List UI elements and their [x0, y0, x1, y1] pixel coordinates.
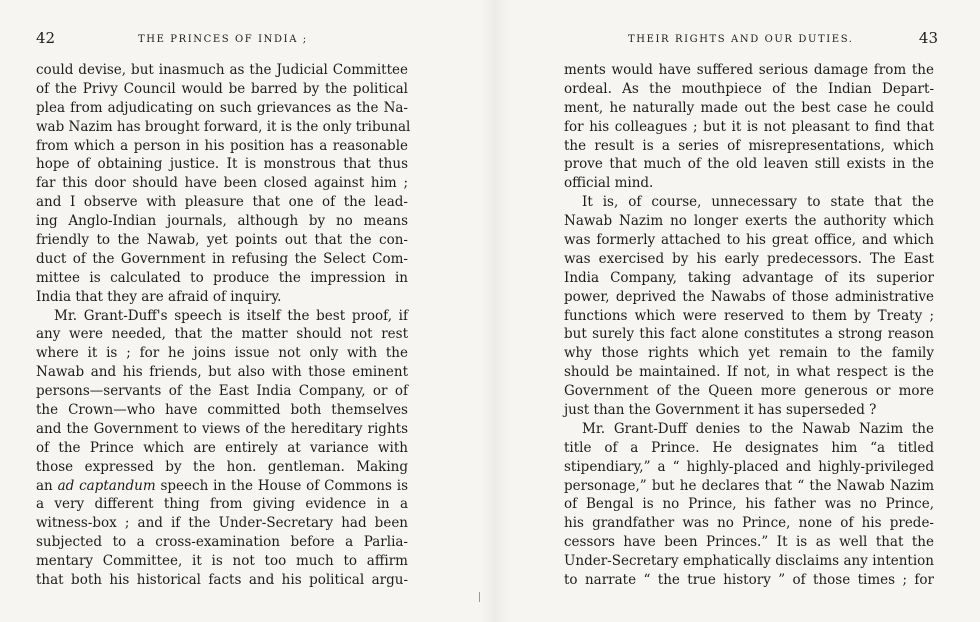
italic-phrase: ad captandum [57, 477, 156, 494]
left-running-head: THE PRINCES OF INDIA ; [138, 34, 308, 45]
text-line: Nawab and his friends, but also with those eminent [36, 364, 408, 381]
right-page [490, 0, 980, 622]
text-line: to narrate “ the true history ” of those times ; for [564, 572, 934, 589]
text-line: India Company, taking advantage of its superior [564, 269, 934, 286]
text-line: friendly to the Nawab, yet points out that the con- [36, 232, 408, 249]
text-line: for his colleagues ; but it is not pleasant to find that [564, 118, 934, 135]
text-line: mittee is calculated to produce the impression in [36, 269, 408, 286]
text-line: ments would have suffered serious damage from the [564, 62, 934, 78]
text-line: plea from adjudicating on such grievances as the Na- [36, 99, 408, 116]
text-line: could devise, but inasmuch as the Judicial Committee [36, 62, 408, 78]
text-line: and I observe with pleasure that one of the lead- [36, 194, 408, 211]
text-line: the result is a series of misrepresentations, which [564, 137, 934, 154]
text-line: Mr. Grant-Duff denies to the Nawab Nazim the [582, 420, 934, 437]
text-line: his grandfather was no Prince, none of his prede- [564, 515, 934, 532]
right-page-number: 43 [918, 29, 938, 47]
left-page-body [36, 61, 411, 590]
text-line: should be maintained. If not, in what respect is the [564, 364, 934, 381]
text-line: those expressed by the hon. gentleman. Making [36, 458, 408, 475]
text-line: any were needed, that the matter should not rest [36, 326, 408, 343]
text-line: cessors have been Princes.” It is as well that the [564, 534, 934, 551]
text-line: and the Government to views of the hereditary rights [36, 420, 408, 437]
text-line: was exercised by his early predecessors. The East [564, 250, 934, 267]
text-line: Mr. Grant-Duff's speech is itself the best proof, if [54, 307, 408, 324]
text-line: a very different thing from giving evidence in a [36, 496, 408, 513]
text-line: ing Anglo-Indian journals, although by no means [36, 213, 408, 230]
text-line: was formerly attached to his great office, and which [564, 232, 934, 249]
text-line: Under-Secretary emphatically disclaims any intention [564, 553, 934, 570]
text-line: Government of the Queen more generous or more [564, 383, 934, 400]
text-line: just than the Government it has superseded ? [564, 402, 877, 419]
right-running-head: THEIR RIGHTS AND OUR DUTIES. [628, 34, 854, 45]
text-fragment: an [36, 477, 58, 494]
text-line: witness-box ; and if the Under-Secretary had been [36, 515, 408, 532]
text-line: hope of obtaining justice. It is monstrous that thus [36, 156, 408, 173]
text-line: ordeal. As the mouthpiece of the Indian Depart- [564, 80, 934, 97]
text-line: of the Privy Council would be barred by the political [36, 80, 408, 97]
text-line: the Crown—who have committed both themselves [36, 402, 408, 419]
text-line: power, deprived the Nawabs of those administrative [564, 288, 934, 305]
text-line: subjected to a cross-examination before a Parlia- [36, 534, 408, 551]
text-line: duct of the Government in refusing the Select Com- [36, 250, 408, 267]
text-line: It is, of course, unnecessary to state that the [582, 194, 934, 211]
text-line: persons—servants of the East India Company, or of [36, 383, 408, 400]
text-line: functions which were reserved to them by Treaty ; [564, 307, 934, 324]
text-line: far this door should have been closed against him ; [36, 175, 408, 192]
text-line: India that they are afraid of inquiry. [36, 288, 282, 305]
left-page-header [36, 28, 412, 48]
text-line: mentary Committee, it is not too much to affirm [36, 553, 408, 570]
text-line: of Bengal is no Prince, his father was no Prince, [564, 496, 934, 513]
text-fragment: speech in the House of Commons is [155, 477, 408, 494]
text-line: prove that much of the old leaven still exists in the [564, 156, 934, 173]
text-line: from which a person in his position has a reasonable [36, 137, 408, 154]
text-line: stipendiary,” a “ highly-placed and highly-privileged [564, 458, 934, 475]
text-line: title of a Prince. He designates him “a titled [564, 439, 934, 456]
text-line: ment, he naturally made out the best case he could [564, 99, 934, 116]
gutter-mark [479, 592, 482, 602]
text-line-italic [36, 477, 408, 496]
left-page-number: 42 [36, 29, 56, 47]
right-page-header [564, 28, 938, 48]
right-page-body [564, 61, 934, 590]
text-line: personage,” but he declares that “ the Nawab Nazim [564, 477, 934, 494]
text-line: where it is ; for he joins issue not only with the [36, 345, 408, 362]
text-line: that both his historical facts and his political argu- [36, 572, 408, 589]
text-line: but surely this fact alone constitutes a strong reason [564, 326, 934, 343]
text-line: why those rights which yet remain to the family [564, 345, 934, 362]
text-line: wab Nazim has brought forward, it is the only tribunal [36, 118, 411, 135]
text-line: official mind. [564, 175, 654, 192]
text-line: of the Prince which are entirely at variance with [36, 439, 408, 456]
text-line: Nawab Nazim no longer exerts the authority which [564, 213, 934, 230]
